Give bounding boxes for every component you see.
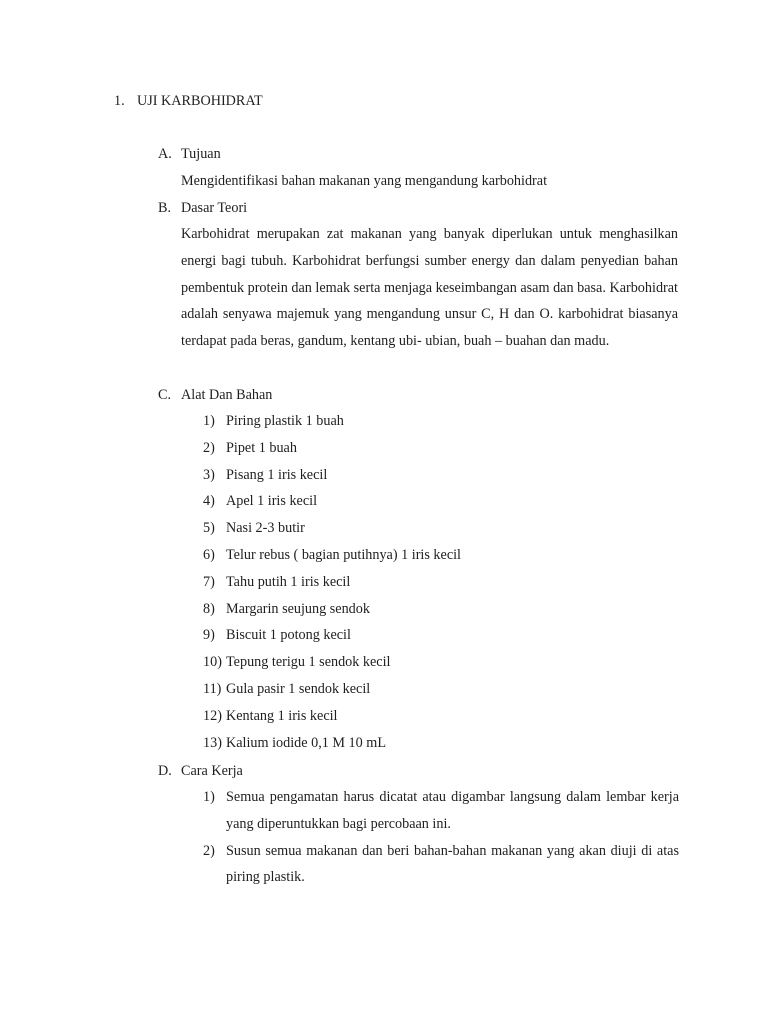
section-letter: C. xyxy=(158,387,172,403)
list-item xyxy=(203,676,679,703)
list-marker: 7) xyxy=(203,573,215,590)
section-heading: Tujuan xyxy=(181,146,221,162)
section-heading: Cara Kerja xyxy=(181,763,243,779)
list-marker: 1) xyxy=(203,413,215,429)
chapter-heading xyxy=(114,93,263,110)
list-marker: 3) xyxy=(203,466,215,483)
list-item-text: Margarin seujung sendok xyxy=(226,600,370,617)
list-marker: 4) xyxy=(203,493,215,510)
procedure-step xyxy=(203,784,679,838)
procedure-steps xyxy=(203,784,679,891)
list-marker: 11) xyxy=(203,680,222,697)
list-item xyxy=(203,649,679,676)
list-item-text: Tahu putih 1 iris kecil xyxy=(226,573,351,590)
chapter-title: UJI KARBOHIDRAT xyxy=(137,93,263,109)
materials-list xyxy=(203,408,679,756)
list-item xyxy=(203,596,679,623)
list-item-text: Telur rebus ( bagian putihnya) 1 iris kecil xyxy=(226,546,462,563)
section-title-alat-bahan xyxy=(158,387,272,404)
step-text: Semua pengamatan harus dicatat atau digambar langsung dalam lembar kerja yang diperuntukkan bagi percobaan ini. xyxy=(226,789,679,832)
step-marker: 2) xyxy=(203,842,215,859)
list-item-text: Pipet 1 buah xyxy=(226,439,297,456)
section-heading: Dasar Teori xyxy=(181,200,248,216)
list-item xyxy=(203,730,679,757)
list-item xyxy=(203,462,679,489)
list-item-text: Nasi 2-3 butir xyxy=(226,520,305,537)
list-item xyxy=(203,408,679,435)
section-letter: B. xyxy=(158,200,172,216)
section-title-tujuan xyxy=(158,146,221,163)
list-item-text: Biscuit 1 potong kecil xyxy=(226,627,351,644)
list-item xyxy=(203,569,679,596)
list-marker: 10) xyxy=(203,654,222,671)
tujuan-text: Mengidentifikasi bahan makanan yang mengandung karbohidrat xyxy=(181,173,548,189)
list-marker: 13) xyxy=(203,734,222,751)
step-marker: 1) xyxy=(203,789,215,805)
section-letter: A. xyxy=(158,146,172,162)
procedure-step xyxy=(203,838,679,892)
step-text: Susun semua makanan dan beri bahan-bahan makanan yang akan diuji di atas piring plastik. xyxy=(226,842,679,886)
list-marker: 2) xyxy=(203,439,215,456)
list-item-text: Pisang 1 iris kecil xyxy=(226,466,328,483)
list-item-text: Kentang 1 iris kecil xyxy=(226,707,338,724)
list-marker: 9) xyxy=(203,627,215,644)
section-heading: Alat Dan Bahan xyxy=(181,387,273,403)
list-item-text: Tepung terigu 1 sendok kecil xyxy=(226,654,391,671)
list-item-text: Kalium iodide 0,1 M 10 mL xyxy=(226,734,386,751)
list-item-text: Piring plastik 1 buah xyxy=(226,413,344,429)
list-item-text: Apel 1 iris kecil xyxy=(226,493,318,510)
list-marker: 8) xyxy=(203,600,215,617)
list-item xyxy=(203,542,679,569)
list-marker: 6) xyxy=(203,546,215,563)
list-marker: 5) xyxy=(203,520,215,537)
list-item xyxy=(203,703,679,730)
list-item xyxy=(203,435,679,462)
list-item-text: Gula pasir 1 sendok kecil xyxy=(226,680,371,697)
section-letter: D. xyxy=(158,763,172,779)
section-title-dasar-teori xyxy=(158,200,247,217)
list-item xyxy=(203,515,679,542)
chapter-number: 1. xyxy=(114,93,125,109)
list-marker: 12) xyxy=(203,707,222,724)
list-item xyxy=(203,622,679,649)
list-item xyxy=(203,488,679,515)
section-title-cara-kerja xyxy=(158,763,243,780)
dasar-teori-paragraph: Karbohidrat merupakan zat makanan yang banyak diperlukan untuk menghasilkan energi bagi tubuh. Karbohidrat berfungsi sumber energy dan dalam penyedian bahan pembentuk protein dan lemak serta menjaga keseimbangan asam dan basa. Karbohidrat adalah senyawa majemuk yang mengandung unsur C, H dan O. karbohidrat biasanya terdapat pada beras, gandum, kentang ubi- ubian, buah – buahan dan madu. xyxy=(181,226,678,350)
